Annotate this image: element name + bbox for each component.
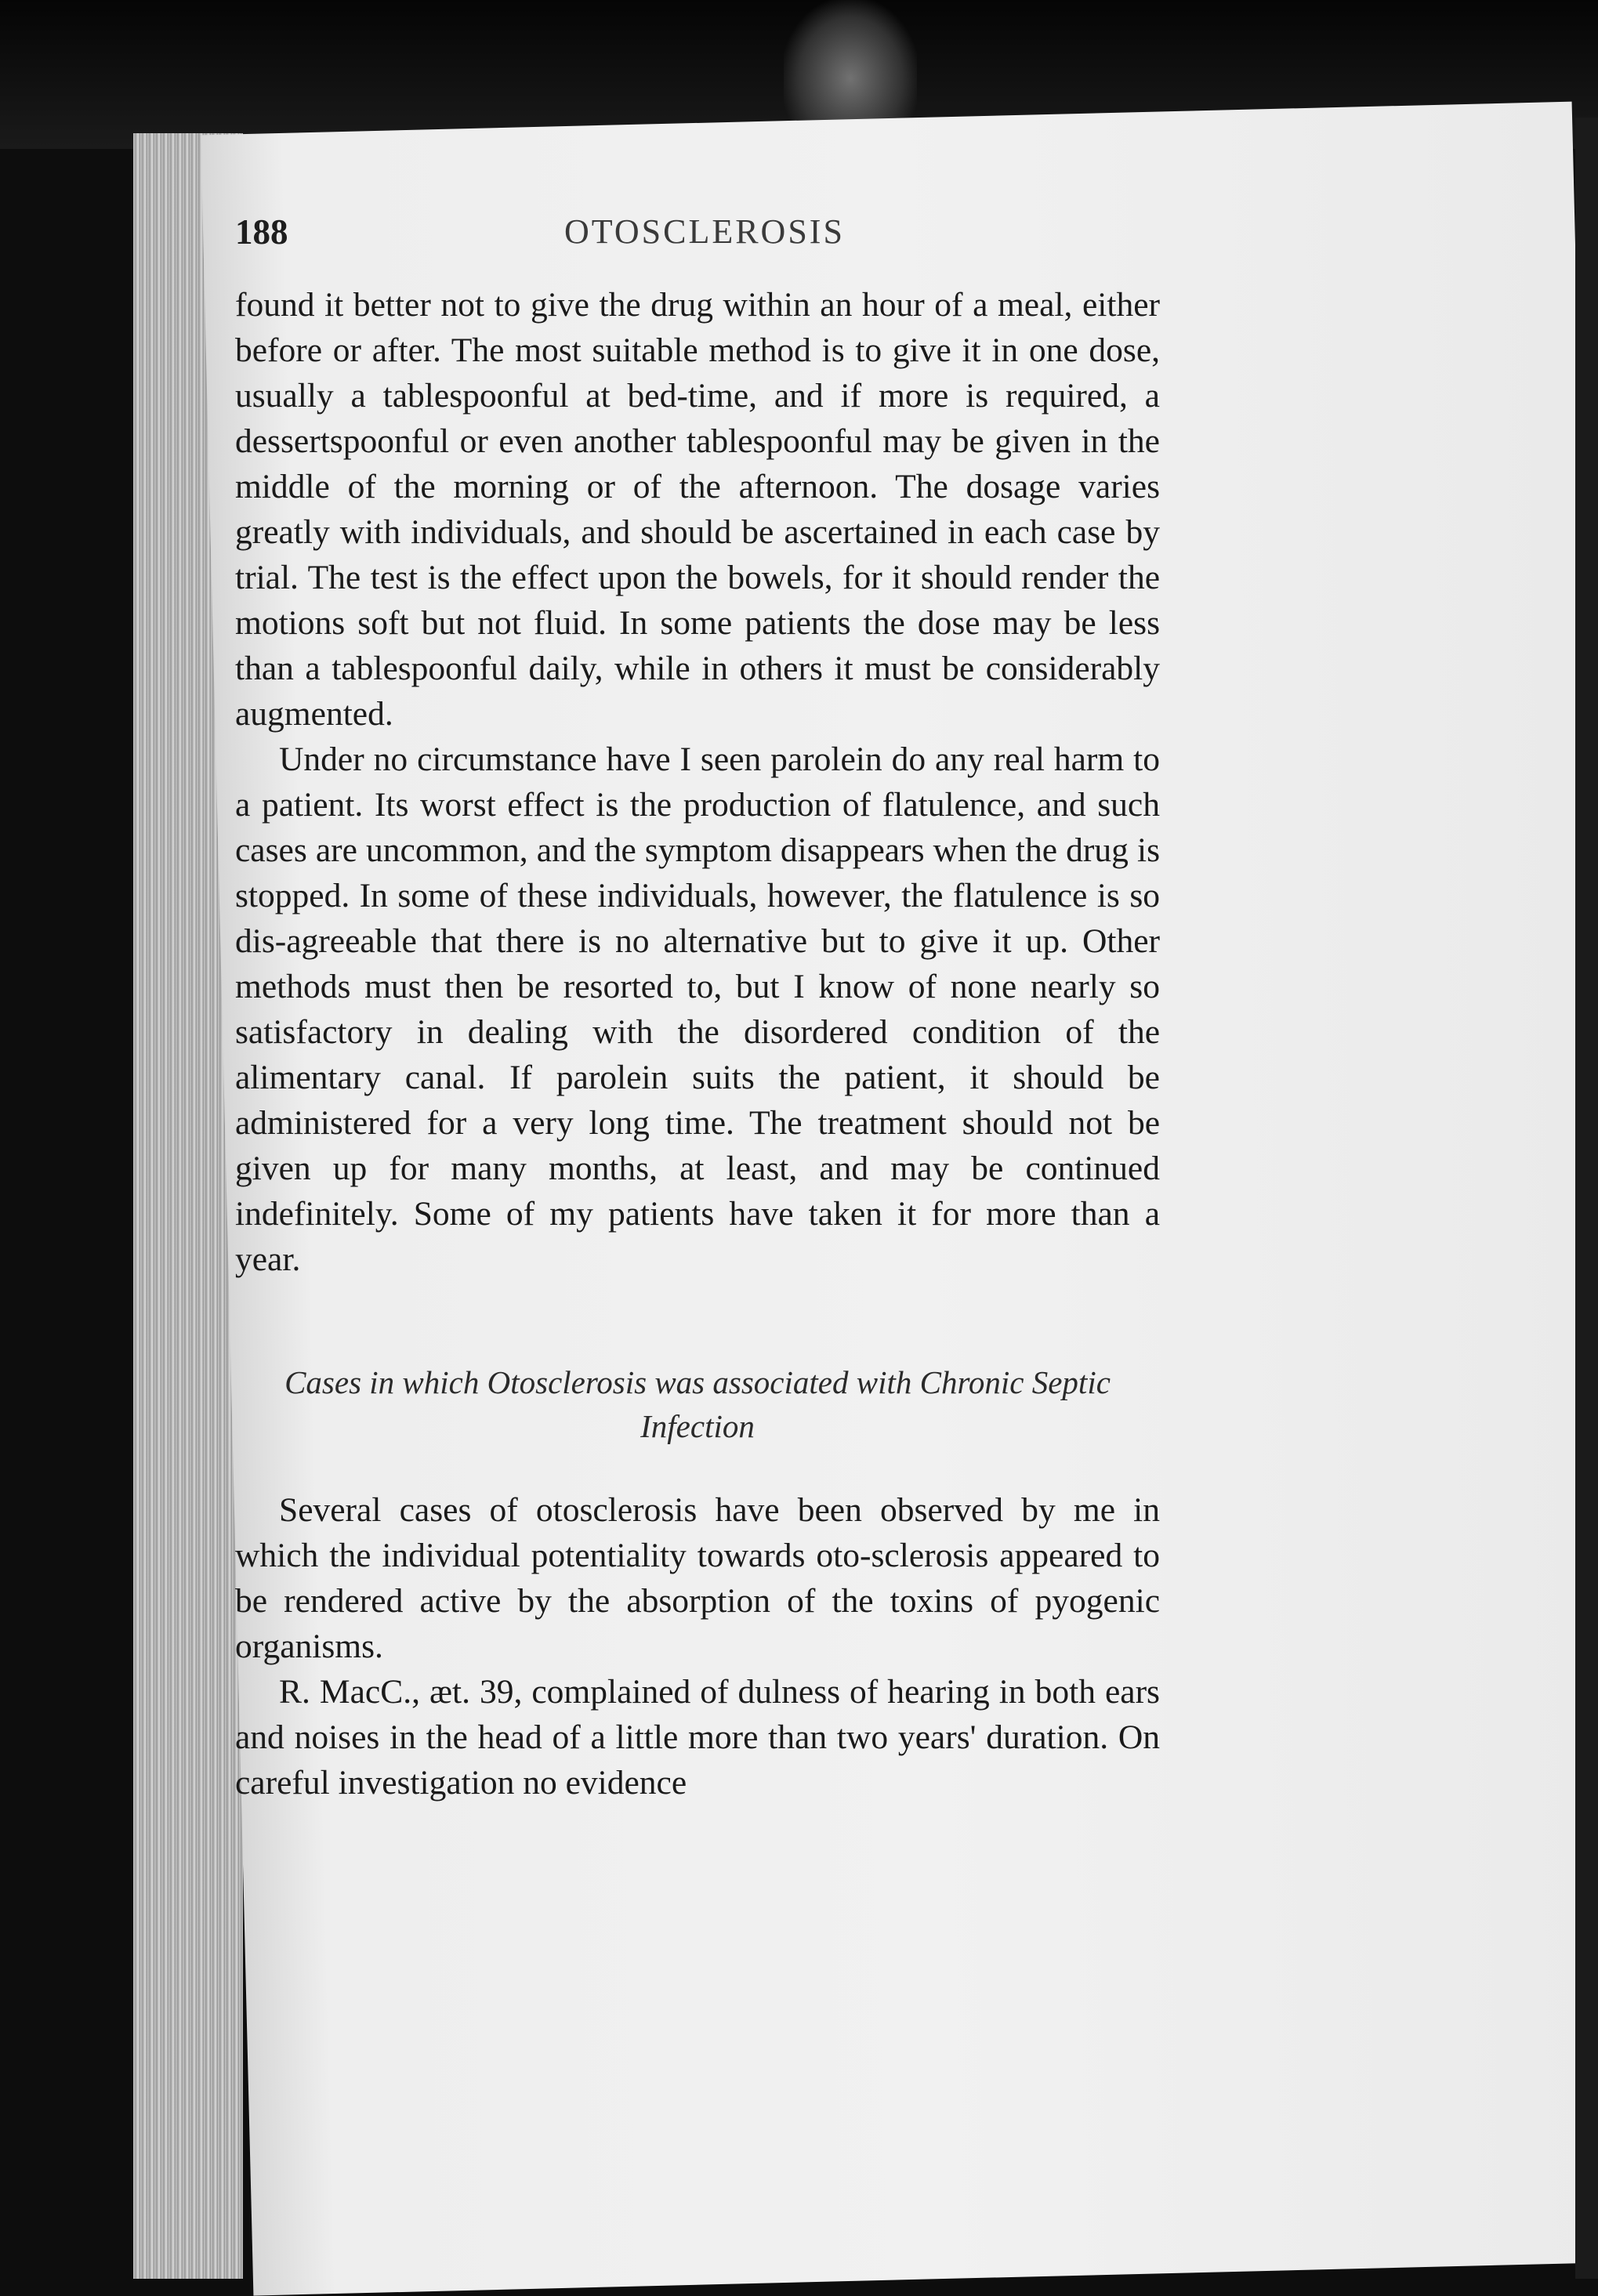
- page-body: [235, 282, 1160, 1805]
- paragraph-3: Several cases of otosclerosis have been observed by me in which the individual potentiality towards oto-sclerosis appeared to be rendered active by the absorption of the toxins of pyogenic organisms.: [235, 1491, 1160, 1665]
- paragraph-1: found it better not to give the drug within an hour of a meal, either before or after. The most suitable method is to give it in one dose, usually a tablespoonful at bed-time, and if more is required, a dessertspoonful or even another tablespoonful may be given in the middle of the morning or of the afternoon. The dosage varies greatly with individuals, and should be ascertained in each case by trial. The test is the effect upon the bowels, for it should render the motions soft but not fluid. In some patients the dose may be less than a tablespoonful daily, while in others it must be considerably augmented.: [235, 286, 1160, 733]
- page-number: 188: [235, 212, 288, 252]
- running-head: OTOSCLEROSIS: [564, 212, 845, 251]
- paragraph-4: R. MacC., æt. 39, complained of dulness of hearing in both ears and noises in the head of a little more than two years' duration. On careful investigation no evidence: [235, 1673, 1160, 1802]
- page-header: [235, 212, 1160, 266]
- scan-background-right: [1575, 118, 1598, 2279]
- section-heading: Cases in which Otosclerosis was associated with Chronic Septic Infection: [284, 1364, 1111, 1444]
- paragraph-2: Under no circumstance have I seen parolein do any real harm to a patient. Its worst effect is the production of flatulence, and such cases are uncommon, and the symptom disappears when the drug is stopped. In some of these individuals, however, the flatulence is so dis-agreeable that there is no alternative but to give it up. Other methods must then be resorted to, but I know of none nearly so satisfactory in dealing with the disordered condition of the alimentary canal. If parolein suits the patient, it should be administered for a very long time. The treatment should not be given up for many months, at least, and may be continued indefinitely. Some of my patients have taken it for more than a year.: [235, 741, 1160, 1278]
